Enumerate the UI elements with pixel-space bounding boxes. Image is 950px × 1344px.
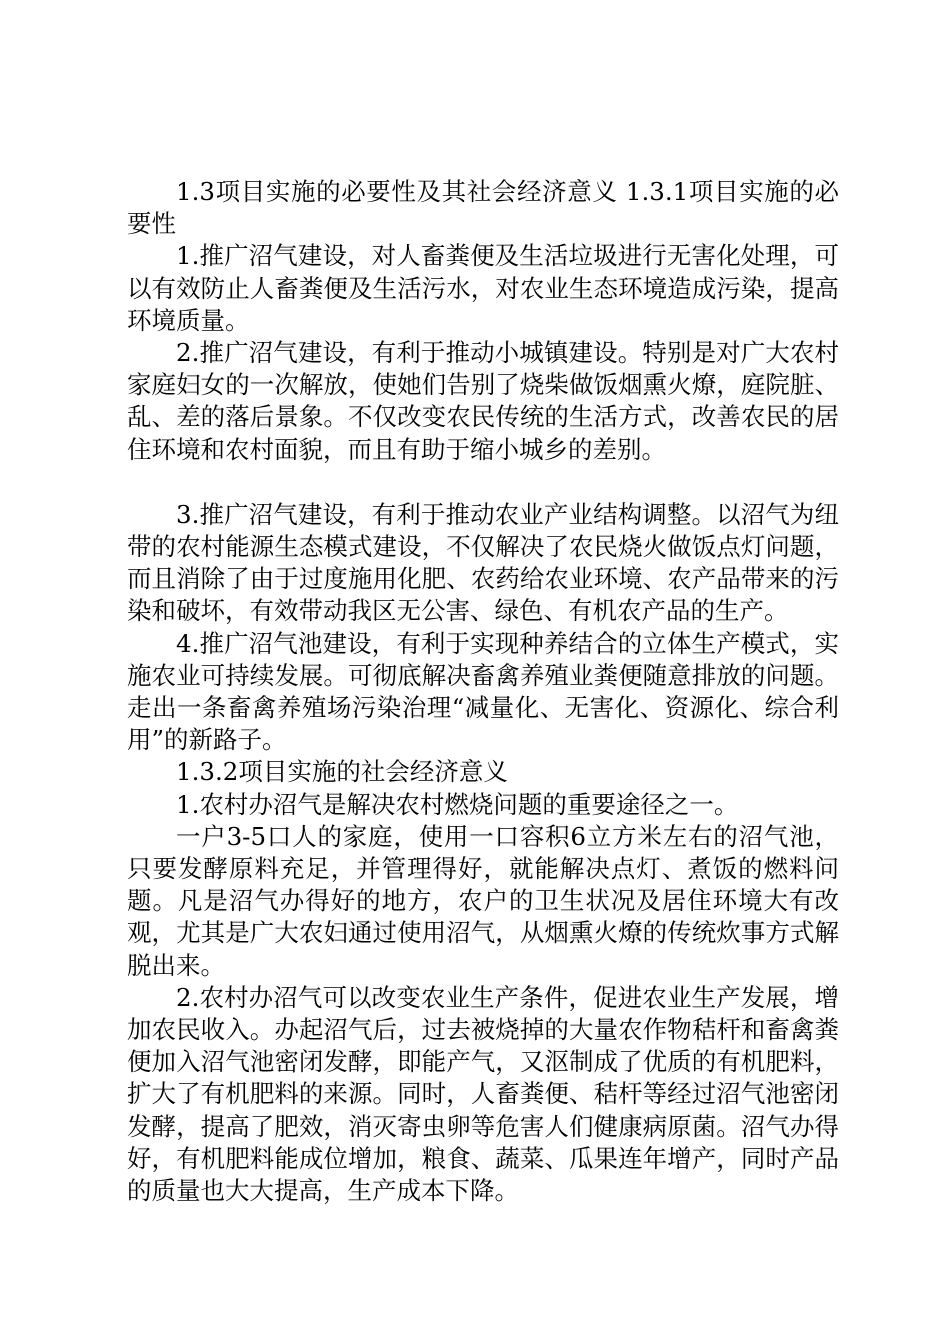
paragraph-necessity-2: 2.推广沼气建设，有利于推动小城镇建设。特别是对广大农村家庭妇女的一次解放，使她们告别了烧柴做饭烟熏火燎，庭院脏、乱、差的落后景象。不仅改变农民传统的生活方式，改善农民的居住环境和农村面貌，而且有助于缩小城乡的差别。: [127, 338, 839, 464]
section-heading-1-3: 1.3项目实施的必要性及其社会经济意义 1.3.1项目实施的必要性: [127, 177, 839, 239]
paragraph-necessity-3: 3.推广沼气建设，有利于推动农业产业结构调整。以沼气为纽带的农村能源生态模式建设，不仅解决了农民烧火做饭点灯问题，而且消除了由于过度施用化肥、农药给农业环境、农产品带来的污染和破坏，有效带动我区无公害、绿色、有机农产品的生产。: [127, 499, 839, 626]
paragraph-necessity-4: 4.推广沼气池建设，有利于实现种养结合的立体生产模式，实施农业可持续发展。可彻底解决畜禽养殖业粪便随意排放的问题。走出一条畜禽养殖场污染治理“减量化、无害化、资源化、综合利用”的新路子。: [127, 628, 839, 755]
paragraph-significance-1-detail: 一户3-5口人的家庭，使用一口容积6立方米左右的沼气池，只要发酵原料充足，并管理得好，就能解决点灯、煮饭的燃料问题。凡是沼气办得好的地方，农户的卫生状况及居住环境大有改观，尤其是广大农妇通过使用沼气，从烟熏火燎的传统炊事方式解脱出来。: [127, 821, 839, 980]
paragraph-significance-2: 2.农村办沼气可以改变农业生产条件，促进农业生产发展，增加农民收入。办起沼气后，过去被烧掉的大量农作物秸杆和畜禽粪便加入沼气池密闭发酵，即能产气，又沤制成了优质的有机肥料，扩大了有机肥料的来源。同时，人畜粪便、秸杆等经过沼气池密闭发酵，提高了肥效，消灭寄虫卵等危害人们健康病原菌。沼气办得好，有机肥料能成位增加，粮食、蔬菜、瓜果连年增产，同时产品的质量也大大提高，生产成本下降。: [127, 982, 839, 1206]
paragraph-necessity-1: 1.推广沼气建设，对人畜粪便及生活垃圾进行无害化处理，可以有效防止人畜粪便及生活污水，对农业生态环境造成污染，提高环境质量。: [127, 241, 839, 335]
document-body: [127, 176, 839, 1207]
section-heading-1-3-2: 1.3.2项目实施的社会经济意义: [176, 757, 508, 787]
paragraph-significance-1: 1.农村办沼气是解决农村燃烧问题的重要途径之一。: [176, 789, 739, 819]
